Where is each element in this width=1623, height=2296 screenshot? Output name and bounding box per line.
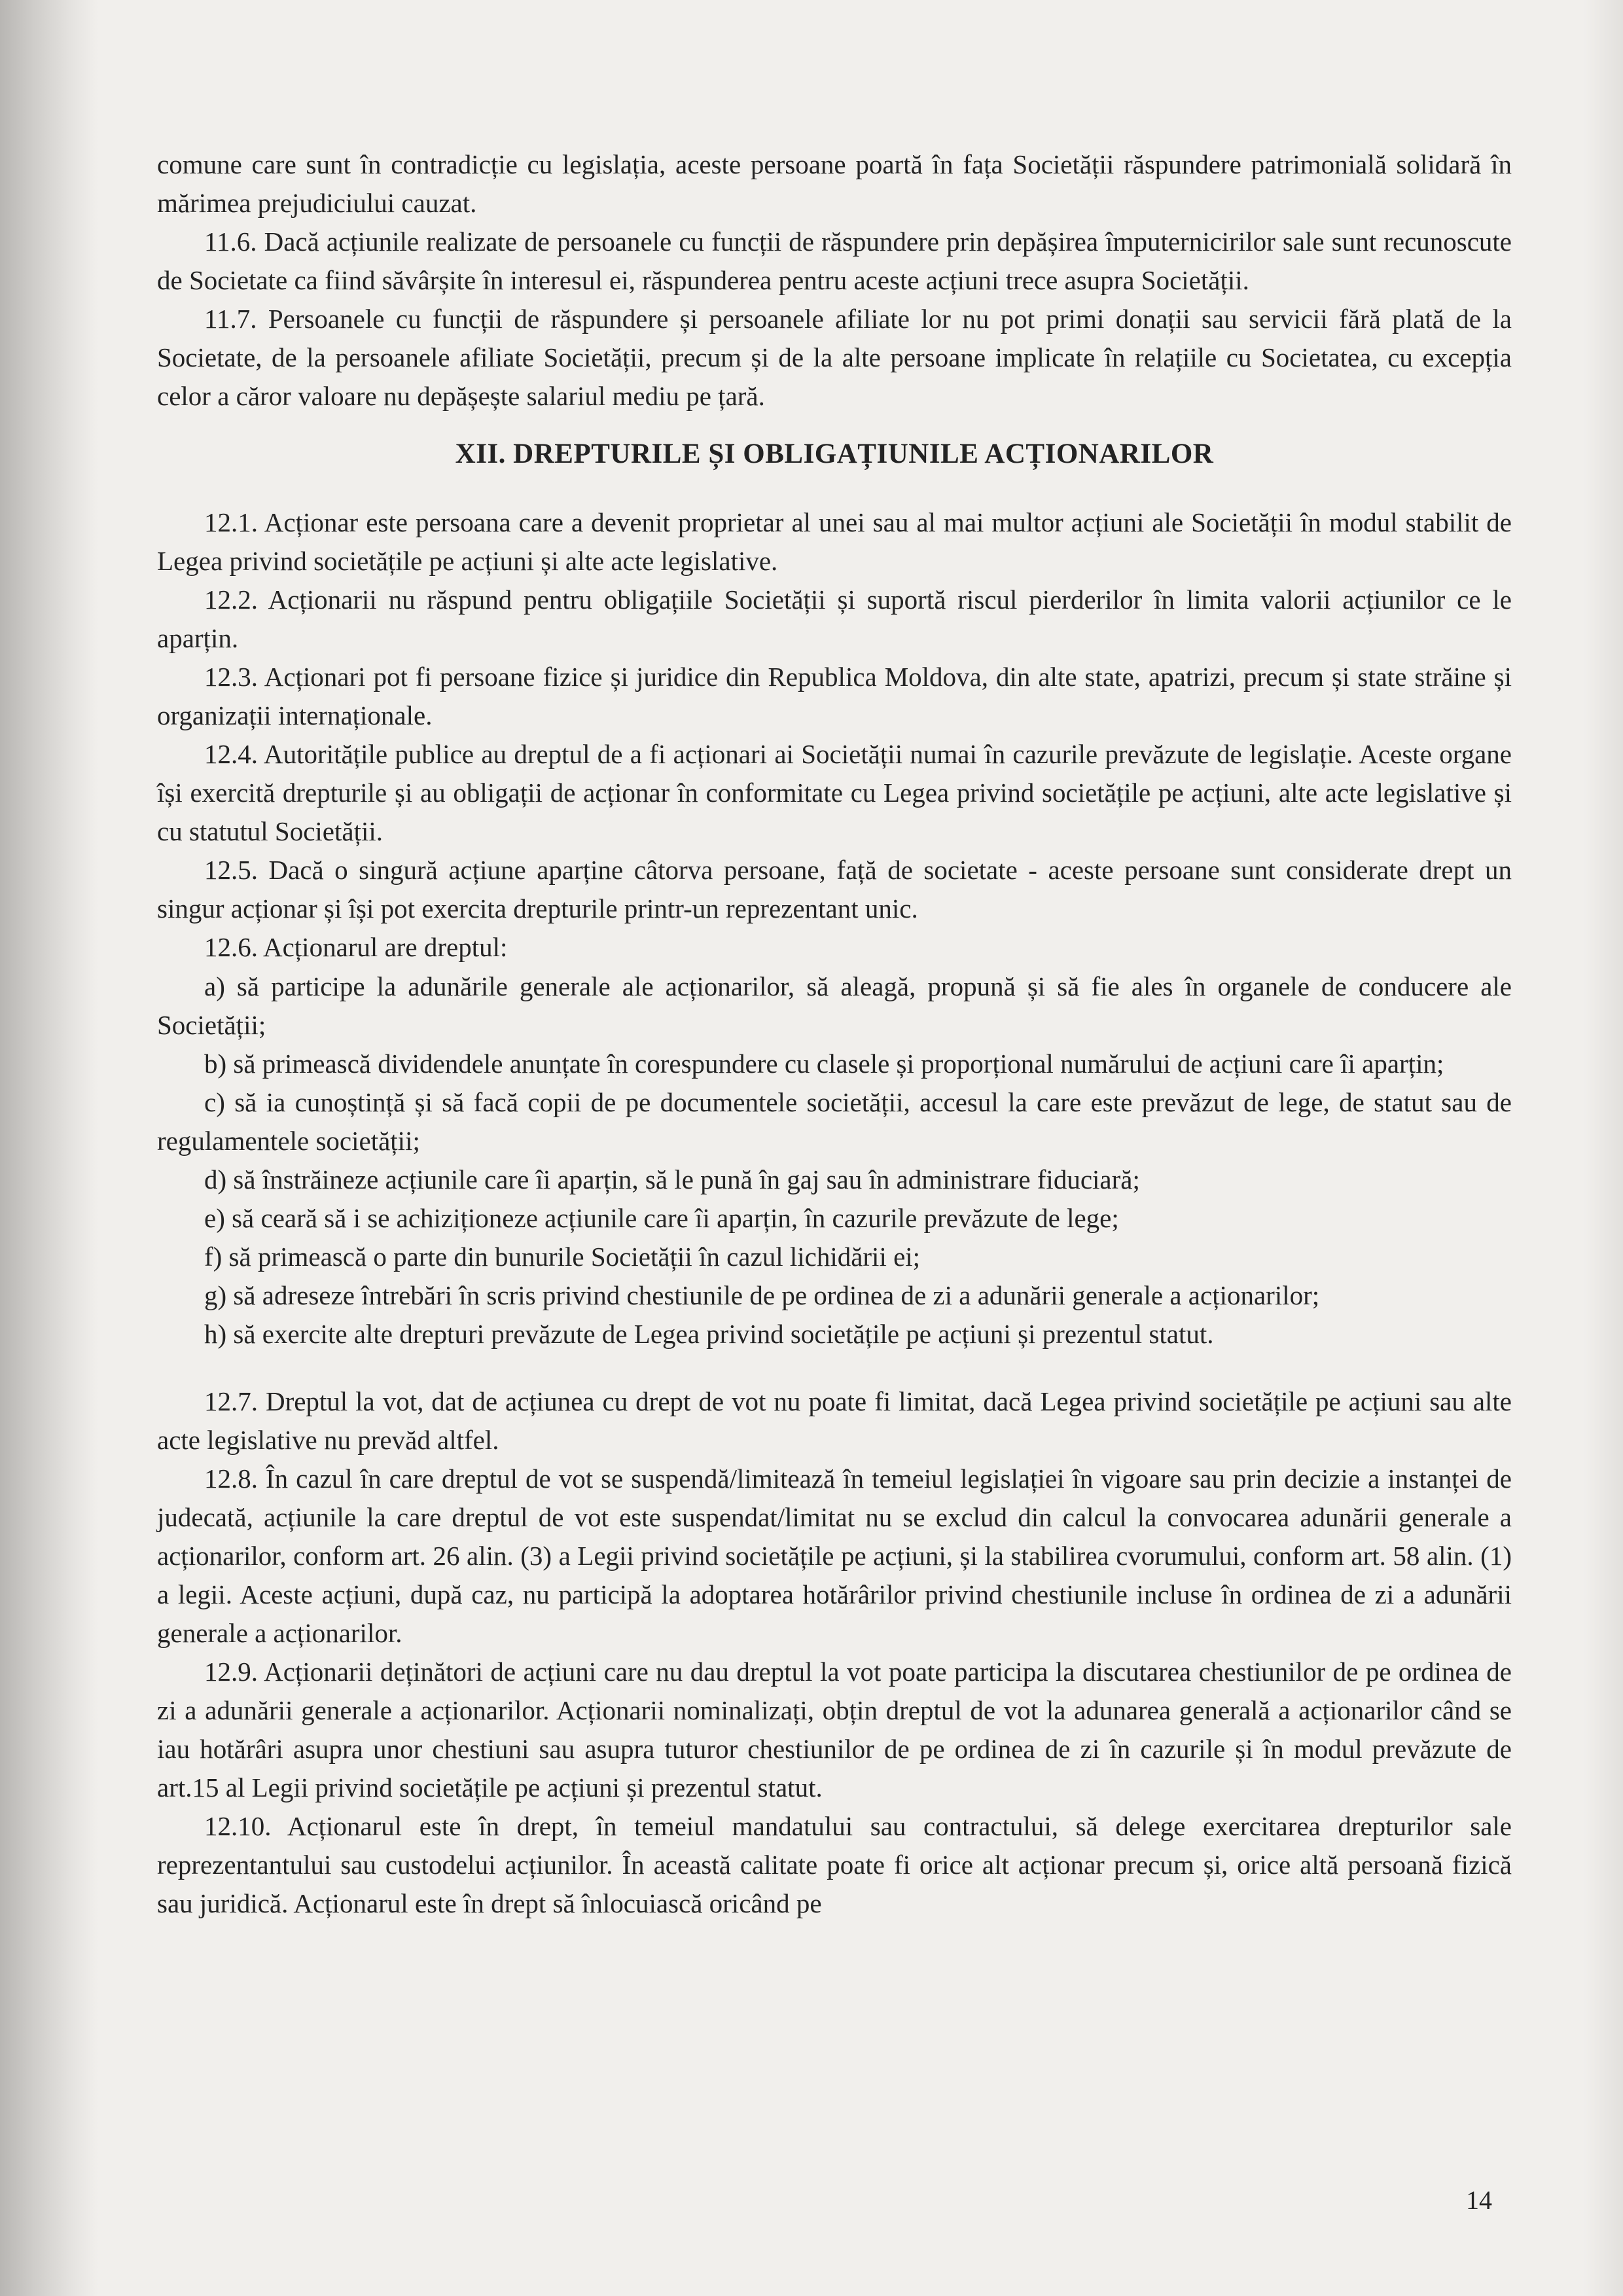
scan-page-edge: [1584, 0, 1623, 2296]
paragraph-12-3: 12.3. Acționari pot fi persoane fizice și juridice din Republica Moldova, din alte state, apatrizi, precum și state străine și organizații internaționale.: [157, 662, 1512, 731]
list-item-a: a) să participe la adunările generale ale acționarilor, să aleagă, propună și să fie ales în organele de conducere ale Societății;: [157, 971, 1512, 1040]
list-item-c: c) să ia cunoștință și să facă copii de pe documentele societății, accesul la care este prevăzut de lege, de statut sau de regulamentele societății;: [157, 1086, 1512, 1156]
paragraph-12-1: 12.1. Acționar este persoana care a devenit proprietar al unei sau al mai multor acțiuni ale Societății în modul stabilit de Legea privind societățile pe acțiuni și alte acte legislative.: [157, 507, 1512, 577]
list-item-h: h) să exercite alte drepturi prevăzute de Legea privind societățile pe acțiuni și prezentul statut.: [204, 1318, 1214, 1349]
page-number: 14: [1466, 2185, 1492, 2215]
paragraph-11-7: 11.7. Persoanele cu funcții de răspundere și persoanele afiliate lor nu pot primi donații sau servicii fără plată de la Societate, de la persoanele afiliate Societății, precum și de la alte persoane implicate în relațiile cu Societatea, cu excepția celor a căror valoare nu depășește salariul mediu pe țară.: [157, 304, 1512, 412]
paragraph-12-6: 12.6. Acționarul are dreptul:: [204, 932, 508, 963]
paragraph-12-7: 12.7. Dreptul la vot, dat de acțiunea cu drept de vot nu poate fi limitat, dacă Legea privind societățile pe acțiuni sau alte acte legislative nu prevăd altfel.: [157, 1386, 1512, 1455]
paragraph-12-10: 12.10. Acționarul este în drept, în temeiul mandatului sau contractului, să delege exercitarea drepturilor sale reprezentantului sau custodelui acțiunilor. În această calitate poate fi orice alt acționar precum și, orice altă persoană fizică sau juridică. Acționarul este în drept să înlocuiască oricând pe: [157, 1811, 1512, 1919]
paragraph-12-5: 12.5. Dacă o singură acțiune aparține câtorva persoane, față de societate - aceste persoane sunt considerate drept un singur acționar și își pot exercita drepturile printr-un reprezentant unic.: [157, 855, 1512, 924]
list-item-e: e) să ceară să i se achiziționeze acțiunile care îi aparțin, în cazurile prevăzute de lege;: [204, 1202, 1119, 1233]
scan-binding-shadow: [0, 0, 98, 2296]
paragraph-12-9: 12.9. Acționarii deținători de acțiuni care nu dau dreptul la vot poate participa la discutarea chestiunilor de pe ordinea de zi a adunării generale a acționarilor. Acționarii nominalizați, obțin dreptul de vot la adunarea generală a acționarilor când se iau hotărâri asupra unor chestiuni sau asupra tuturor chestiunilor de pe ordinea de zi în cazurile și în modul prevăzute de art.15 al Legii privind societățile pe acțiuni și prezentul statut.: [157, 1657, 1512, 1803]
list-item-d: d) să înstrăineze acțiunile care îi aparțin, să le pună în gaj sau în administrare fiduciară;: [204, 1164, 1140, 1194]
document-body: [157, 145, 1512, 1923]
list-item-f: f) să primească o parte din bunurile Societății în cazul lichidării ei;: [204, 1241, 921, 1272]
paragraph-12-2: 12.2. Acționarii nu răspund pentru obligațiile Societății și suportă riscul pierderilor în limita valorii acțiunilor ce le aparțin.: [157, 584, 1512, 654]
paragraph-11-6: 11.6. Dacă acțiunile realizate de persoanele cu funcții de răspundere prin depășirea împuternicirilor sale sunt recunoscute de Societate ca fiind săvârșite în interesul ei, răspunderea pentru aceste acțiuni trece asupra Societății.: [157, 226, 1512, 296]
paragraph-12-4: 12.4. Autoritățile publice au dreptul de a fi acționari ai Societății numai în cazurile prevăzute de legislație. Aceste organe își exercită drepturile și au obligații de acționar în conformitate cu Legea privind societățile pe acțiuni, alte acte legislative și cu statutul Societății.: [157, 739, 1512, 847]
paragraph-continuation: comune care sunt în contradicție cu legislația, aceste persoane poartă în fața Societății răspundere patrimonială solidară în mărimea prejudiciului cauzat.: [157, 149, 1512, 219]
list-item-b: b) să primească dividendele anunțate în corespundere cu clasele și proporțional numărului de acțiuni care îi aparțin;: [204, 1048, 1444, 1079]
section-heading: XII. DREPTURILE ȘI OBLIGAȚIUNILE ACȚIONARILOR: [455, 439, 1214, 470]
list-item-g: g) să adreseze întrebări în scris privind chestiunile de pe ordinea de zi a adunării generale a acționarilor;: [204, 1280, 1320, 1310]
paragraph-12-8: 12.8. În cazul în care dreptul de vot se suspendă/limitează în temeiul legislației în vigoare sau prin decizie a instanței de judecată, acțiunile la care dreptul de vot este suspendat/limitat nu se exclud din calcul la convocarea adunării generale a acționarilor, conform art. 26 alin. (3) a Legii privind societățile pe acțiuni, și la stabilirea cvorumului, conform art. 58 alin. (1) a legii. Aceste acțiuni, după caz, nu participă la adoptarea hotărârilor privind chestiunile incluse în ordinea de zi a adunării generale a acționarilor.: [157, 1463, 1512, 1648]
